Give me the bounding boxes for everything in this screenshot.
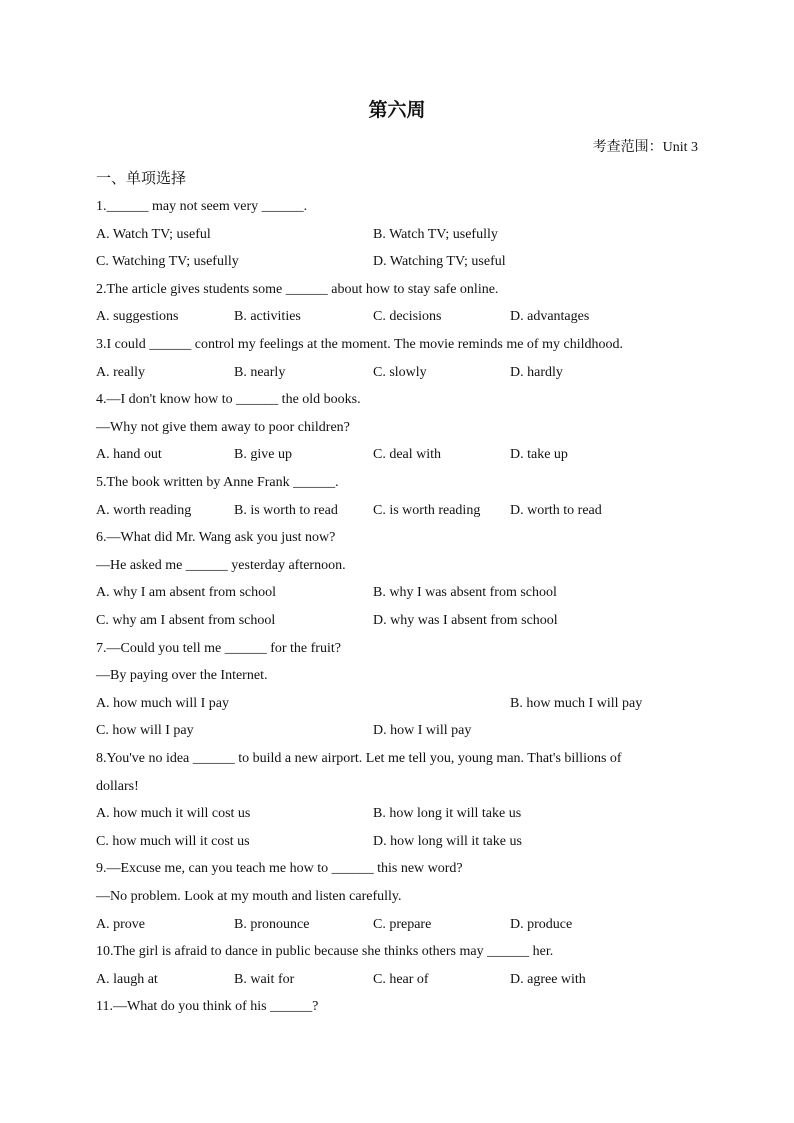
question-6-option-c: C. why am I absent from school [96, 613, 276, 628]
question-7-stem-reply: —By paying over the Internet. [96, 668, 268, 683]
question-9-option-a: A. prove [96, 917, 145, 932]
question-2-stem: 2.The article gives students some ______ about how to stay safe online. [96, 282, 499, 297]
question-4-option-d: D. take up [510, 447, 568, 462]
question-10-stem: 10.The girl is afraid to dance in public because she thinks others may ______ her. [96, 944, 554, 959]
question-4-stem-reply: —Why not give them away to poor children? [96, 420, 350, 435]
question-6-stem: 6.—What did Mr. Wang ask you just now? [96, 530, 336, 545]
question-5-stem: 5.The book written by Anne Frank ______. [96, 475, 339, 490]
question-10-option-a: A. laugh at [96, 972, 158, 987]
question-8-option-a: A. how much it will cost us [96, 806, 251, 821]
question-1-option-d: D. Watching TV; useful [373, 254, 506, 269]
question-1-option-a: A. Watch TV; useful [96, 227, 211, 242]
question-8-stem: 8.You've no idea ______ to build a new airport. Let me tell you, young man. That's billions of [96, 751, 622, 766]
question-5-option-c: C. is worth reading [373, 503, 481, 518]
exam-scope: 考查范围：Unit 3 [592, 140, 698, 155]
question-7-option-c: C. how will I pay [96, 723, 194, 738]
question-7-option-b: B. how much I will pay [510, 696, 643, 711]
question-10-option-d: D. agree with [510, 972, 586, 987]
question-11-stem: 11.—What do you think of his ______? [96, 999, 319, 1014]
question-3-option-c: C. slowly [373, 365, 427, 380]
question-7-option-d: D. how I will pay [373, 723, 472, 738]
question-6-option-a: A. why I am absent from school [96, 585, 277, 600]
question-4-option-b: B. give up [234, 447, 292, 462]
question-3-stem: 3.I could ______ control my feelings at the moment. The movie reminds me of my childhood. [96, 337, 623, 352]
question-2-option-d: D. advantages [510, 309, 590, 324]
question-2-option-b: B. activities [234, 309, 301, 324]
question-9-option-c: C. prepare [373, 917, 432, 932]
question-9-stem: 9.—Excuse me, can you teach me how to ______ this new word? [96, 861, 463, 876]
question-8-option-d: D. how long will it take us [373, 834, 522, 849]
question-3-option-d: D. hardly [510, 365, 563, 380]
question-5-option-a: A. worth reading [96, 503, 192, 518]
question-5-option-d: D. worth to read [510, 503, 602, 518]
question-8-option-b: B. how long it will take us [373, 806, 522, 821]
question-5-option-b: B. is worth to read [234, 503, 338, 518]
question-7-option-a: A. how much will I pay [96, 696, 229, 711]
question-4-option-a: A. hand out [96, 447, 162, 462]
question-8-stem-continued: dollars! [96, 779, 139, 794]
question-8-option-c: C. how much will it cost us [96, 834, 250, 849]
question-9-option-d: D. produce [510, 917, 573, 932]
question-4-stem: 4.—I don't know how to ______ the old books. [96, 392, 361, 407]
question-9-stem-reply: —No problem. Look at my mouth and listen carefully. [96, 889, 402, 904]
question-2-option-c: C. decisions [373, 309, 442, 324]
question-2-option-a: A. suggestions [96, 309, 179, 324]
question-6-option-b: B. why I was absent from school [373, 585, 557, 600]
question-10-option-b: B. wait for [234, 972, 295, 987]
question-3-option-b: B. nearly [234, 365, 286, 380]
page-title: 第六周 [368, 99, 426, 121]
question-1-option-b: B. Watch TV; usefully [373, 227, 498, 242]
question-3-option-a: A. really [96, 365, 145, 380]
question-1-option-c: C. Watching TV; usefully [96, 254, 239, 269]
question-6-stem-reply: —He asked me ______ yesterday afternoon. [96, 558, 346, 573]
question-7-stem: 7.—Could you tell me ______ for the fruit? [96, 641, 341, 656]
question-6-option-d: D. why was I absent from school [373, 613, 558, 628]
section-heading: 一、单项选择 [96, 169, 187, 187]
question-9-option-b: B. pronounce [234, 917, 310, 932]
question-1-stem: 1.______ may not seem very ______. [96, 199, 308, 214]
question-10-option-c: C. hear of [373, 972, 429, 987]
question-4-option-c: C. deal with [373, 447, 442, 462]
